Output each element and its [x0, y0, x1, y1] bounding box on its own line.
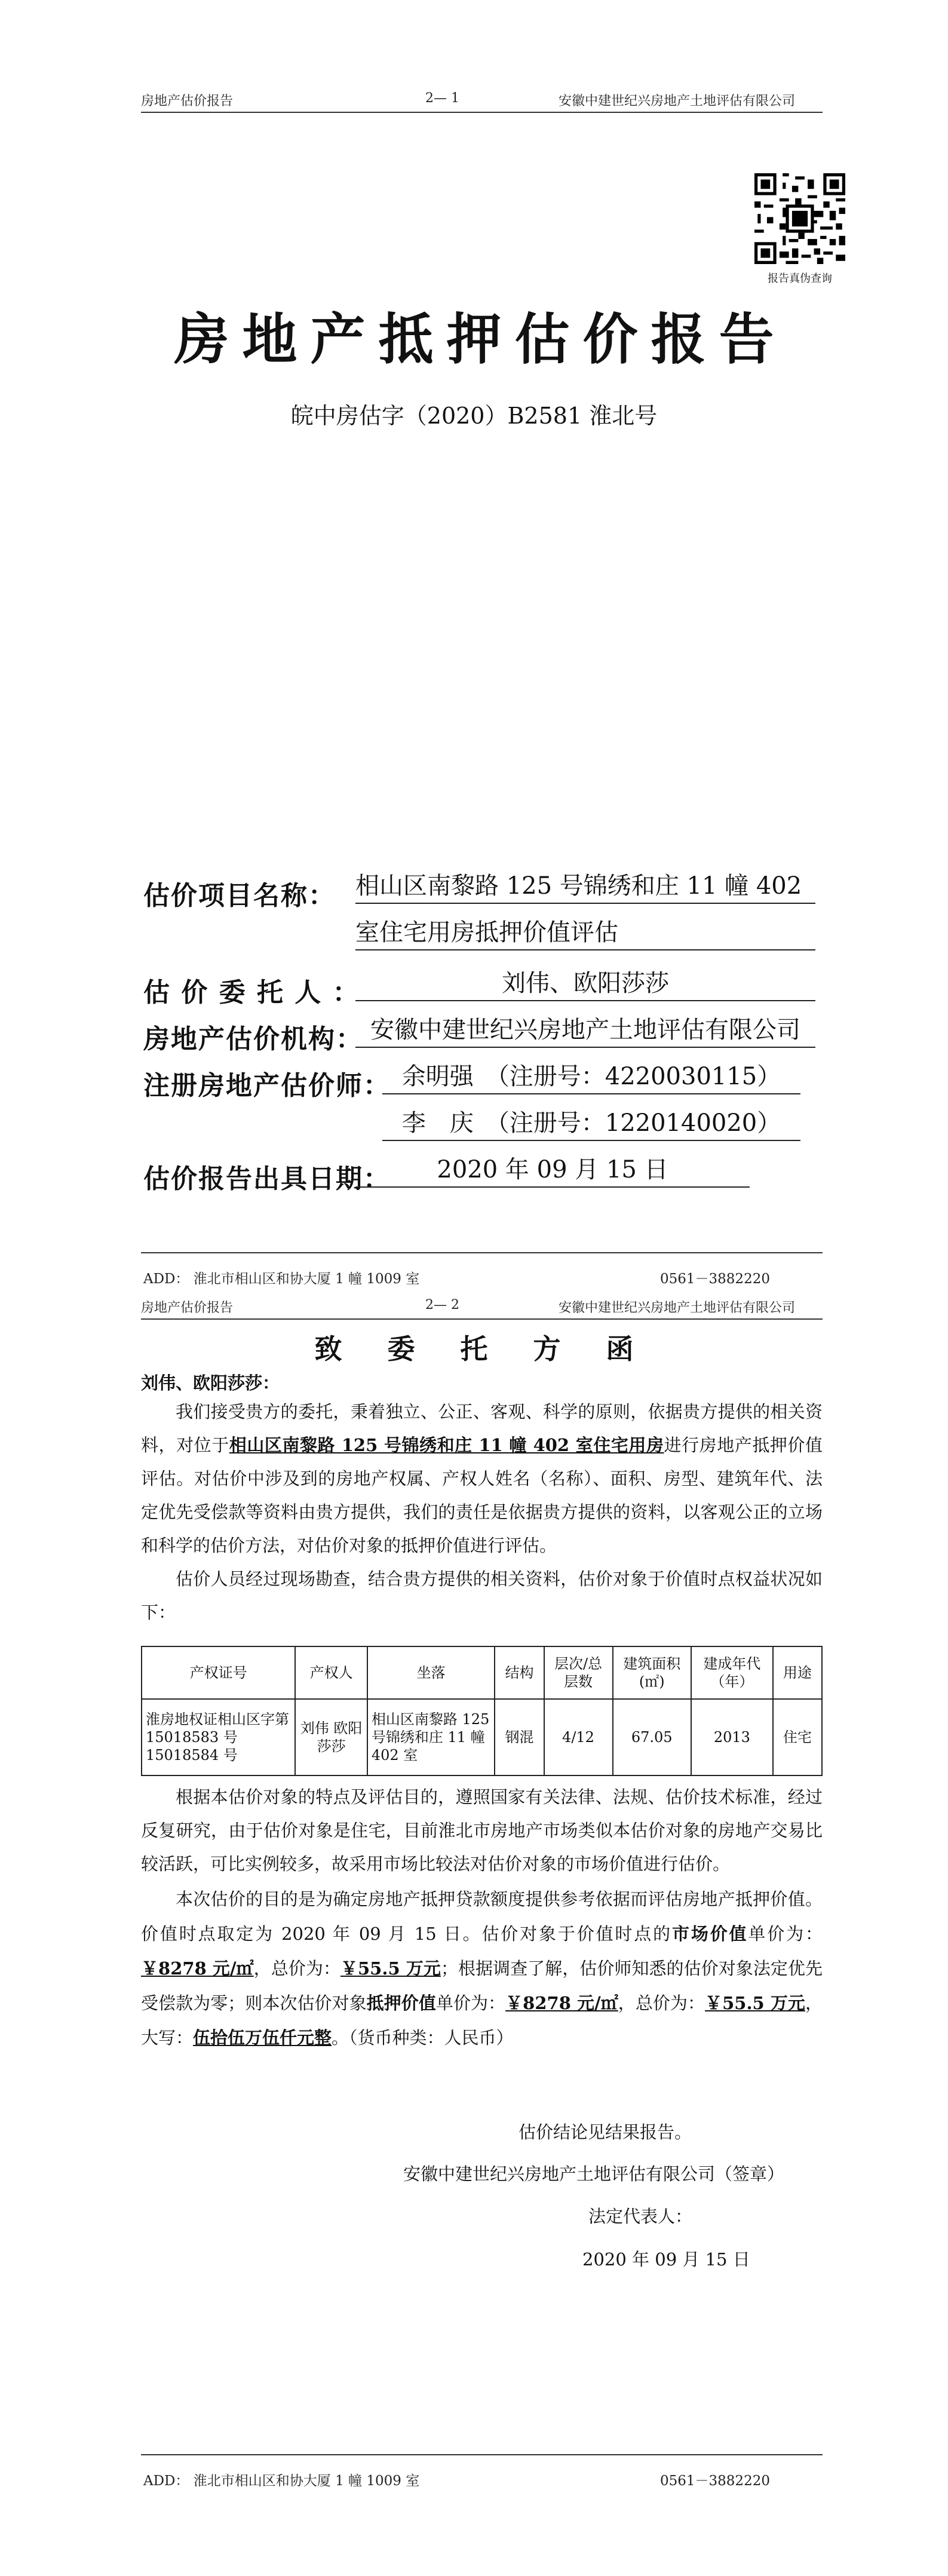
- table-header: 建筑面积(㎡): [613, 1646, 691, 1699]
- paragraph-2: 估价人员经过现场勘查，结合贵方提供的相关资料，估价对象于价值时点权益状况如下：: [141, 1569, 823, 1623]
- table-header-row: [142, 1646, 822, 1699]
- page2-footer-phone: 0561－3882220: [660, 2473, 770, 2489]
- qr-caption: 报告真伪查询: [768, 272, 832, 285]
- sign-date: 2020 年 09 月 15 日: [582, 2249, 750, 2270]
- report-date-value: 2020 年 09 月 15 日: [355, 1153, 750, 1188]
- paragraph-4: 本次估价的目的是为确定房地产抵押贷款额度提供参考依据而评估房地产抵押价值。价值时点取定为 2020 年 09 月 15 日。估价对象于价值时点的市场价值单价为：￥8278 元/㎡，总价为：￥55.5 万元；根据调查了解，估价师知悉的估价对象法定优先受偿款为零；则本次估价对象抵押价值单价为：￥8278 元/㎡，总价为：￥55.5 万元，大写：伍拾伍万伍仟元整。（货币种类：人民币）: [141, 1889, 823, 2048]
- page1-footer-address: ADD： 淮北市相山区和协大厦 1 幢 1009 室: [143, 1271, 420, 1287]
- table-row: [142, 1699, 822, 1775]
- paragraph-1: 我们接受贵方的委托，秉着独立、公正、客观、科学的原则，依据贵方提供的相关资料，对位于相山区南黎路 125 号锦绣和庄 11 幢 402 室住宅用房进行房地产抵押价值评估。对估价中涉及到的房地产权属、产权人姓名（名称）、面积、房型、建筑年代、法定优先受偿款等资料由贵方提供，我们的责任是依据贵方提供的资料，以客观公正的立场和科学的估价方法，对估价对象的抵押价值进行评估。: [141, 1402, 823, 1556]
- table-header: 用途: [773, 1646, 822, 1699]
- client-value: 刘伟、欧阳莎莎: [355, 967, 815, 1001]
- table-header: 坐落: [367, 1646, 495, 1699]
- table-cell-use: 住宅: [773, 1699, 822, 1775]
- page1-footer-phone: 0561－3882220: [660, 1271, 770, 1287]
- page2-header-left: 房地产估价报告: [141, 1301, 234, 1315]
- salutation: 刘伟、欧阳莎莎：: [141, 1373, 280, 1393]
- page2-header-company: 安徽中建世纪兴房地产土地评估有限公司: [559, 1301, 796, 1315]
- table-cell-area: 67.05: [613, 1699, 691, 1775]
- page1-header-left: 房地产估价报告: [141, 94, 234, 109]
- table-cell-structure: 钢混: [495, 1699, 544, 1775]
- appraiser-1: 余明强 （注册号：4220030115）: [382, 1060, 800, 1094]
- market-unit-price: ￥8278 元/㎡: [141, 1958, 254, 1979]
- amount-in-words: 伍拾伍万伍仟元整: [193, 2028, 332, 2048]
- table-header: 建成年代（年）: [691, 1646, 773, 1699]
- property-address: 相山区南黎路 125 号锦绣和庄 11 幢 402 室住宅用房: [229, 1435, 664, 1455]
- project-name-label: 估价项目名称：: [143, 881, 336, 911]
- paragraph-3: 根据本估价对象的特点及评估目的，遵照国家有关法律、法规、估价技术标准，经过反复研究，由于估价对象是住宅，目前淮北市房地产市场类似本估价对象的房地产交易比较活跃，可比实例较多，故采用市场比较法对估价对象的市场价值进行估价。: [141, 1787, 823, 1874]
- qr-code-icon[interactable]: [754, 173, 845, 264]
- table-header: 层次/总层数: [544, 1646, 613, 1699]
- sign-legal-rep: 法定代表人：: [588, 2206, 693, 2227]
- table-cell-owner: 刘伟 欧阳莎莎: [295, 1699, 367, 1775]
- page2-header-rule: [141, 1318, 823, 1320]
- table-cell-location: 相山区南黎路 125 号锦绣和庄 11 幢 402 室: [367, 1699, 495, 1775]
- table-cell-cert-no: 淮房地权证相山区字第 15018583 号 15018584 号: [142, 1699, 295, 1775]
- appraiser-label: 注册房地产估价师：: [143, 1071, 391, 1101]
- table-cell-year: 2013: [691, 1699, 773, 1775]
- property-info-table: [141, 1646, 823, 1776]
- table-header: 结构: [495, 1646, 544, 1699]
- page2-footer-address: ADD： 淮北市相山区和协大厦 1 幢 1009 室: [143, 2473, 420, 2489]
- page1-header-page-number: 2— 1: [425, 91, 459, 106]
- appraiser-2: 李 庆 （注册号：1220140020）: [382, 1106, 800, 1141]
- mortgage-unit-price: ￥8278 元/㎡: [505, 1993, 618, 2013]
- project-name-line2: 室住宅用房抵押价值评估: [355, 916, 815, 950]
- conclusion-note: 估价结论见结果报告。: [519, 2122, 692, 2142]
- report-number: 皖中房估字（2020）B2581 淮北号: [290, 403, 658, 429]
- table-header: 产权人: [295, 1646, 367, 1699]
- agency-value: 安徽中建世纪兴房地产土地评估有限公司: [355, 1013, 815, 1048]
- sign-company: 安徽中建世纪兴房地产土地评估有限公司（签章）: [403, 2164, 785, 2184]
- page1-footer-rule: [141, 1252, 823, 1253]
- letter-title: 致 委 托 方 函: [314, 1333, 652, 1365]
- report-title: 房地产抵押估价报告: [174, 307, 787, 372]
- report-date-label: 估价报告出具日期：: [143, 1164, 391, 1194]
- project-name-line1: 相山区南黎路 125 号锦绣和庄 11 幢 402: [355, 869, 815, 904]
- agency-label: 房地产估价机构：: [143, 1024, 363, 1054]
- page2-header-page-number: 2— 2: [425, 1298, 459, 1312]
- table-cell-floor: 4/12: [544, 1699, 613, 1775]
- page1-header-rule: [141, 112, 823, 113]
- page1-header-company: 安徽中建世纪兴房地产土地评估有限公司: [559, 94, 796, 109]
- mortgage-total-price: ￥55.5 万元: [705, 1993, 805, 2013]
- page2-footer-rule: [141, 2454, 823, 2455]
- client-label: 估 价 委 托 人 ：: [143, 977, 360, 1008]
- market-total-price: ￥55.5 万元: [340, 1958, 441, 1979]
- table-header: 产权证号: [142, 1646, 295, 1699]
